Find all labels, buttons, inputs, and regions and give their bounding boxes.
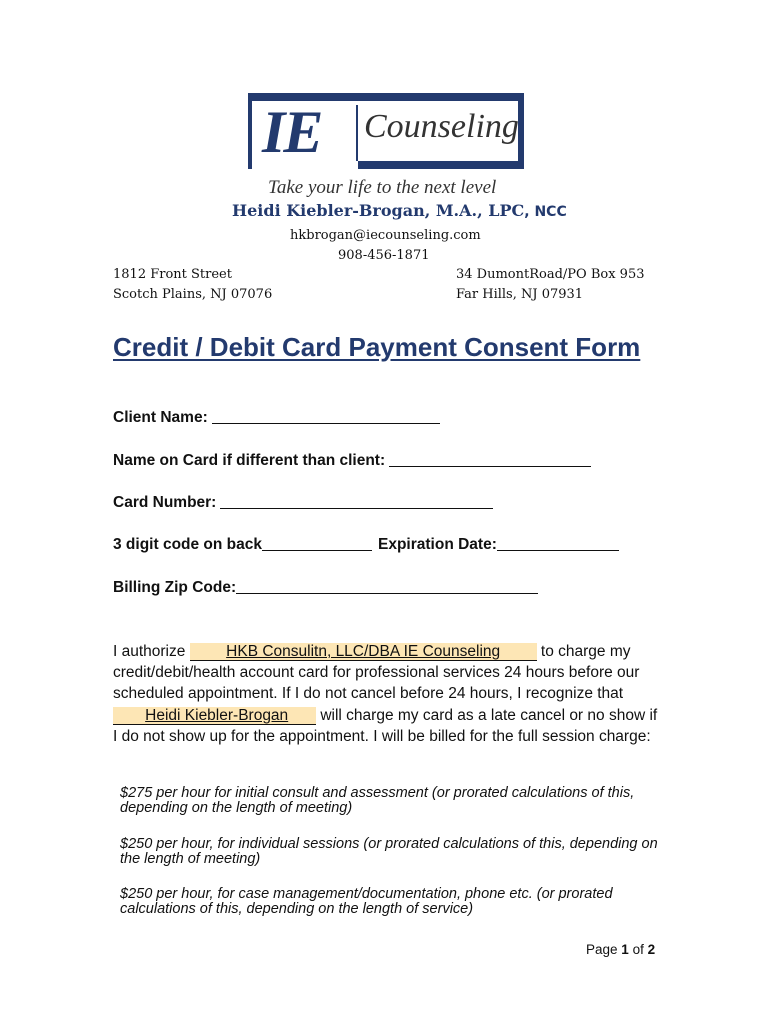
logo-wordmark: Counseling — [364, 108, 519, 145]
practitioner-suffix: , NCC — [524, 204, 567, 220]
address-line: Far Hills, NJ 07931 — [456, 287, 584, 302]
page-word: Page — [586, 942, 618, 957]
billing-zip-label: Billing Zip Code: — [113, 579, 237, 596]
client-name-field — [113, 409, 440, 427]
authorized-person-value: Heidi Kiebler-Brogan — [145, 706, 289, 724]
consent-text: will charge my card as a late cancel or no show if I do not show up for the appointment. I will be billed for the full session charge: — [113, 706, 658, 745]
page-of-word: of — [632, 942, 644, 957]
card-number-field — [113, 494, 493, 512]
logo-divider — [356, 105, 358, 161]
authorized-company-field[interactable] — [190, 643, 537, 661]
consent-paragraph — [113, 641, 658, 747]
cvv-label: 3 digit code on back — [113, 536, 262, 553]
page-total: 2 — [647, 942, 656, 957]
card-number-label: Card Number: — [113, 494, 217, 511]
address-far-hills — [456, 265, 644, 305]
client-name-input[interactable] — [212, 422, 440, 424]
expiration-input[interactable] — [497, 549, 619, 551]
practitioner-name-main: Heidi Kiebler-Brogan, M.A., LPC — [232, 201, 525, 220]
expiration-label: Expiration Date: — [378, 536, 497, 553]
contact-email: hkbrogan@iecounseling.com — [290, 228, 481, 243]
address-line: Scotch Plains, NJ 07076 — [113, 287, 273, 302]
page-number — [586, 942, 655, 957]
rate-case-management: $250 per hour, for case management/documentation, phone etc. (or prorated calculations of this, depending on the length of service) — [120, 886, 613, 917]
logo-frame-left — [248, 93, 252, 169]
form-title: Credit / Debit Card Payment Consent Form — [113, 332, 641, 362]
tagline: Take your life to the next level — [268, 177, 497, 198]
ie-counseling-logo — [248, 93, 524, 169]
authorized-company-value: HKB Consulitn, LLC/DBA IE Counseling — [226, 643, 501, 660]
billing-zip-input[interactable] — [236, 592, 538, 594]
consent-text: to charge my credit/debit/health account card for professional services 24 hours before our scheduled appointment. If I do not cancel before 24 hours, I recognize that — [113, 643, 640, 703]
authorized-person-field[interactable] — [113, 707, 316, 725]
contact-phone: 908-456-1871 — [338, 248, 430, 263]
logo-frame-bottom — [358, 161, 524, 169]
card-number-input[interactable] — [220, 507, 493, 509]
rate-initial-consult: $275 per hour for initial consult and assessment (or prorated calculations of this, depending on the length of meeting) — [120, 785, 635, 816]
billing-zip-field — [113, 579, 538, 597]
consent-text: I authorize — [113, 643, 186, 660]
address-line: 1812 Front Street — [113, 267, 232, 282]
cvv-input[interactable] — [262, 549, 372, 551]
practitioner-name — [232, 201, 567, 220]
rate-individual-session: $250 per hour, for individual sessions (or prorated calculations of this, depending on the length of meeting) — [120, 836, 658, 867]
name-on-card-input[interactable] — [389, 465, 591, 467]
address-scotch-plains — [113, 265, 272, 305]
logo-monogram: IE — [262, 99, 322, 165]
name-on-card-label: Name on Card if different than client: — [113, 452, 386, 469]
client-name-label: Client Name: — [113, 409, 208, 426]
address-line: 34 DumontRoad/PO Box 953 — [456, 267, 645, 282]
page-current: 1 — [621, 942, 629, 957]
name-on-card-field — [113, 452, 591, 470]
cvv-expiration-field — [113, 536, 619, 554]
